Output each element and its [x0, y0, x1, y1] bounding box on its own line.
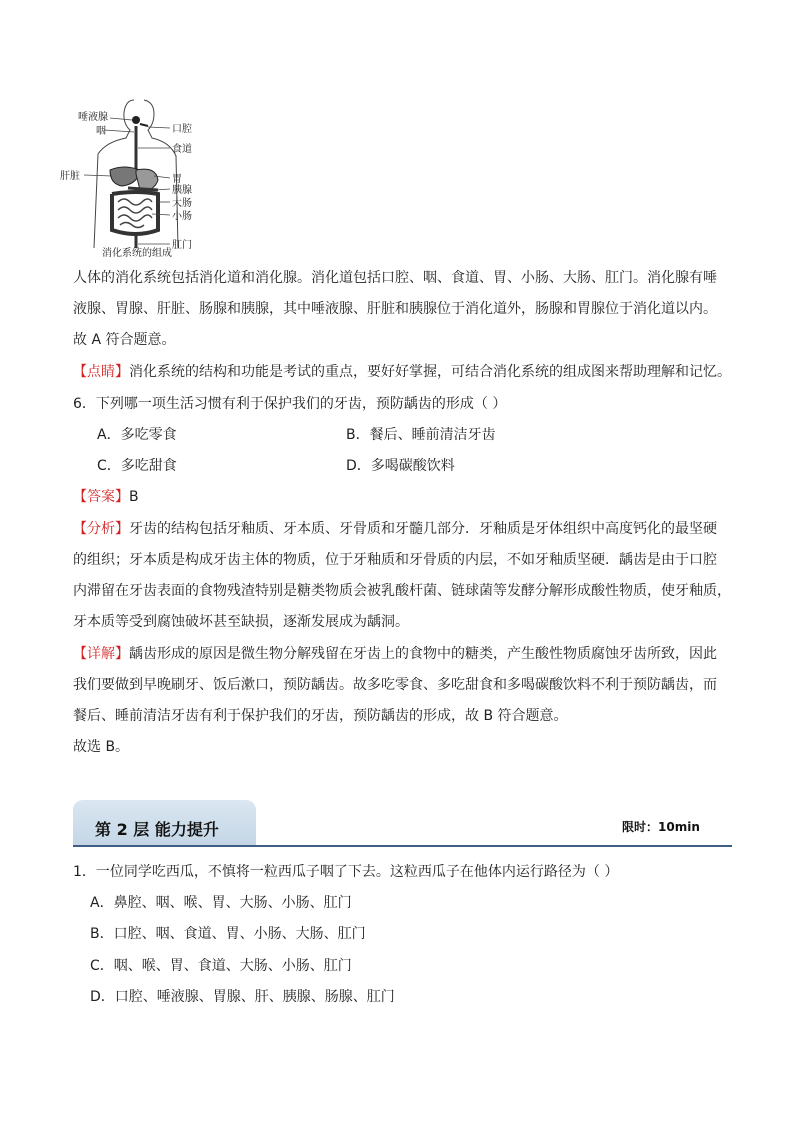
q6-option-d: D．多喝碳酸饮料	[346, 458, 455, 474]
label-large-intestine: 大肠	[172, 198, 192, 209]
tip-paragraph	[73, 362, 731, 382]
digestive-system-diagram	[60, 98, 206, 259]
time-limit: 限时：10min	[622, 820, 700, 834]
q6-analysis-line-1	[73, 519, 717, 539]
label-liver: 肝脏	[60, 171, 80, 182]
explanation-line-1: 人体的消化系统包括消化道和消化腺。消化道包括口腔、咽、食道、胃、小肠、大肠、肛门。消化腺有唾	[73, 270, 717, 286]
explanation-line-2: 液腺、胃腺、肝脏、肠腺和胰腺，其中唾液腺、肝脏和胰腺位于消化道外，肠腺和胃腺位于消化道以内。	[73, 301, 717, 317]
tip-text: 消化系统的结构和功能是考试的重点，要好好掌握，可结合消化系统的组成图来帮助理解和记忆。	[129, 364, 731, 380]
q1-option-b: B．口腔、咽、食道、胃、小肠、大肠、肛门	[90, 926, 366, 942]
q6-detail-line-3: 餐后、睡前清洁牙齿有利于保护我们的牙齿，预防龋齿的形成，故 B 符合题意。	[73, 708, 568, 724]
q6-analysis-line-3: 内滞留在牙齿表面的食物残渣特别是糖类物质会被乳酸杆菌、链球菌等发酵分解形成酸性物质，使牙釉质，	[73, 583, 731, 599]
label-salivary-gland: 唾液腺	[78, 112, 108, 123]
q6-detail-line-1	[73, 644, 717, 664]
label-anus: 肛门	[172, 240, 192, 251]
q6-stem: 6．下列哪一项生活习惯有利于保护我们的牙齿，预防龋齿的形成（ ）	[73, 396, 507, 412]
salivary-gland-shape	[132, 116, 140, 124]
analysis-tag: 【分析】	[73, 521, 129, 537]
small-intestine-shape	[118, 199, 152, 228]
q1-stem: 1．一位同学吃西瓜，不慎将一粒西瓜子咽了下去。这粒西瓜子在他体内运行路径为（ ）	[73, 864, 619, 880]
section-title: 第 2 层 能力提升	[95, 820, 219, 839]
q1-option-d: D．口腔、唾液腺、胃腺、肝、胰腺、肠腺、肛门	[90, 989, 395, 1005]
pancreas-shape	[128, 188, 158, 190]
q6-detail-line-2: 我们要做到早晚刷牙、饭后漱口，预防龋齿。故多吃零食、多吃甜食和多喝碳酸饮料不利于预防龋齿，而	[73, 677, 717, 693]
q6-conclusion: 故选 B。	[73, 739, 130, 755]
explanation-line-3: 故 A 符合题意。	[73, 332, 176, 348]
q6-option-b: B．餐后、睡前清洁牙齿	[346, 427, 496, 443]
analysis-text-1: 牙齿的结构包括牙釉质、牙本质、牙骨质和牙髓几部分．牙釉质是牙体组织中高度钙化的最坚硬	[129, 521, 717, 537]
label-pharynx: 咽	[96, 126, 106, 137]
label-stomach: 胃	[172, 174, 182, 185]
q6-analysis-line-2: 的组织；牙本质是构成牙齿主体的物质，位于牙釉质和牙骨质的内层，不如牙釉质坚硬．龋齿是由于口腔	[73, 552, 717, 568]
answer-value: B	[129, 489, 139, 505]
tip-tag: 【点睛】	[73, 364, 129, 380]
label-small-intestine: 小肠	[172, 211, 192, 222]
label-pancreas: 胰腺	[172, 185, 192, 196]
detail-tag: 【详解】	[73, 646, 129, 662]
q6-analysis-line-4: 牙本质等受到腐蚀破坏甚至缺损，逐渐发展成为龋洞。	[73, 614, 409, 630]
section-header-tab	[73, 800, 256, 845]
q1-option-c: C．咽、喉、胃、食道、大肠、小肠、肛门	[90, 958, 352, 974]
section-divider	[73, 845, 732, 847]
label-mouth: 口腔	[172, 124, 192, 135]
label-esophagus: 食道	[172, 144, 192, 155]
q1-option-a: A．鼻腔、咽、喉、胃、大肠、小肠、肛门	[90, 895, 352, 911]
q6-answer	[73, 487, 139, 507]
q6-option-a: A．多吃零食	[97, 427, 177, 443]
mouth-shape	[140, 124, 148, 126]
q6-option-c: C．多吃甜食	[97, 458, 177, 474]
diagram-caption: 消化系统的组成	[102, 248, 172, 259]
stomach-shape	[136, 169, 158, 190]
digestive-system-figure	[60, 98, 206, 259]
detail-text-1: 龋齿形成的原因是微生物分解残留在牙齿上的食物中的糖类，产生酸性物质腐蚀牙齿所致，因此	[129, 646, 717, 662]
answer-tag: 【答案】	[73, 489, 129, 505]
